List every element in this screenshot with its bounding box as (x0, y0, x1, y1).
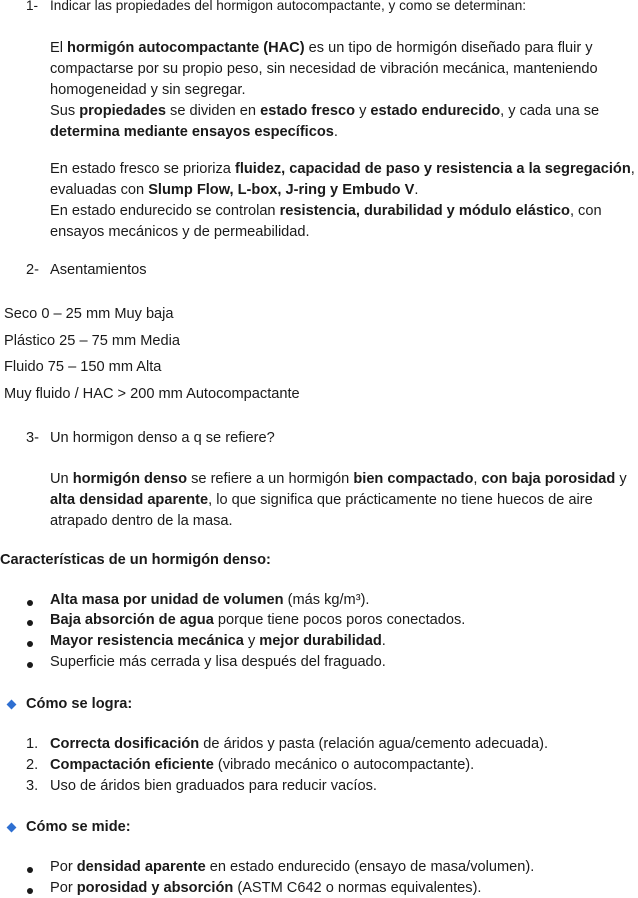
caracteristica-item: Alta masa por unidad de volumen (más kg/m³). (50, 592, 370, 608)
mide-item: Por porosidad y absorción (ASTM C642 o normas equivalentes). (50, 880, 482, 896)
slump-row-fluido: Fluido 75 – 150 mm Alta (4, 359, 162, 375)
caracteristicas-heading: Características de un hormigón denso: (0, 552, 271, 568)
q3-title: Un hormigon denso a q se refiere? (50, 430, 275, 446)
logra-item-number: 1. (26, 736, 39, 752)
blue-diamond-icon (7, 823, 17, 833)
como-se-mide-heading: Cómo se mide: (26, 819, 131, 835)
slump-row-muy-fluido: Muy fluido / HAC > 200 mm Autocompactante (4, 386, 300, 402)
slump-row-plastico: Plástico 25 – 75 mm Media (4, 333, 181, 349)
q3-paragraph-definition: Un hormigón denso se refiere a un hormigón bien compactado, con baja porosidad y alta densidad aparente, lo que significa que prácticamente no tiene huecos de aire atrapado dentro de la masa. (50, 471, 627, 529)
bullet-dot-icon (27, 662, 33, 668)
bullet-dot-icon (27, 600, 33, 606)
q2-title: Asentamientos (50, 262, 147, 278)
q1-number: 1- (26, 0, 39, 13)
logra-item: Correcta dosificación de áridos y pasta (relación agua/cemento adecuada). (50, 736, 549, 752)
bullet-dot-icon (27, 867, 33, 873)
caracteristica-item: Mayor resistencia mecánica y mejor durabilidad. (50, 633, 386, 649)
caracteristica-item: Superficie más cerrada y lisa después del fraguado. (50, 654, 386, 670)
q1-paragraph-fresh-state: En estado fresco se prioriza fluidez, capacidad de paso y resistencia a la segregación, evaluadas con Slump Flow, L-box, J-ring y Embudo V. (50, 161, 635, 198)
q1-title: Indicar las propiedades del hormigon autocompactante, y como se determinan: (50, 0, 527, 13)
q1-paragraph-hardened-state: En estado endurecido se controlan resistencia, durabilidad y módulo elástico, con ensayos mecánicos y de permeabilidad. (50, 203, 602, 240)
q3-number: 3- (26, 430, 39, 446)
q1-paragraph-definition: El hormigón autocompactante (HAC) es un tipo de hormigón diseñado para fluir y compactarse por su propio peso, sin necesidad de vibración mecánica, manteniendo homogeneidad y sin segregar. (50, 40, 598, 98)
mide-item: Por densidad aparente en estado endurecido (ensayo de masa/volumen). (50, 859, 535, 875)
como-se-logra-heading: Cómo se logra: (26, 696, 133, 712)
q1-paragraph-properties: Sus propiedades se dividen en estado fresco y estado endurecido, y cada una se determina mediante ensayos específicos. (50, 103, 600, 140)
logra-item: Uso de áridos bien graduados para reducir vacíos. (50, 778, 377, 794)
blue-diamond-icon (7, 700, 17, 710)
logra-item-number: 3. (26, 778, 39, 794)
bullet-dot-icon (27, 620, 33, 626)
slump-row-seco: Seco 0 – 25 mm Muy baja (4, 306, 174, 322)
bullet-dot-icon (27, 641, 33, 647)
q2-number: 2- (26, 262, 39, 278)
logra-item-number: 2. (26, 757, 39, 773)
bullet-dot-icon (27, 888, 33, 894)
caracteristica-item: Baja absorción de agua porque tiene pocos poros conectados. (50, 612, 466, 628)
logra-item: Compactación eficiente (vibrado mecánico o autocompactante). (50, 757, 475, 773)
